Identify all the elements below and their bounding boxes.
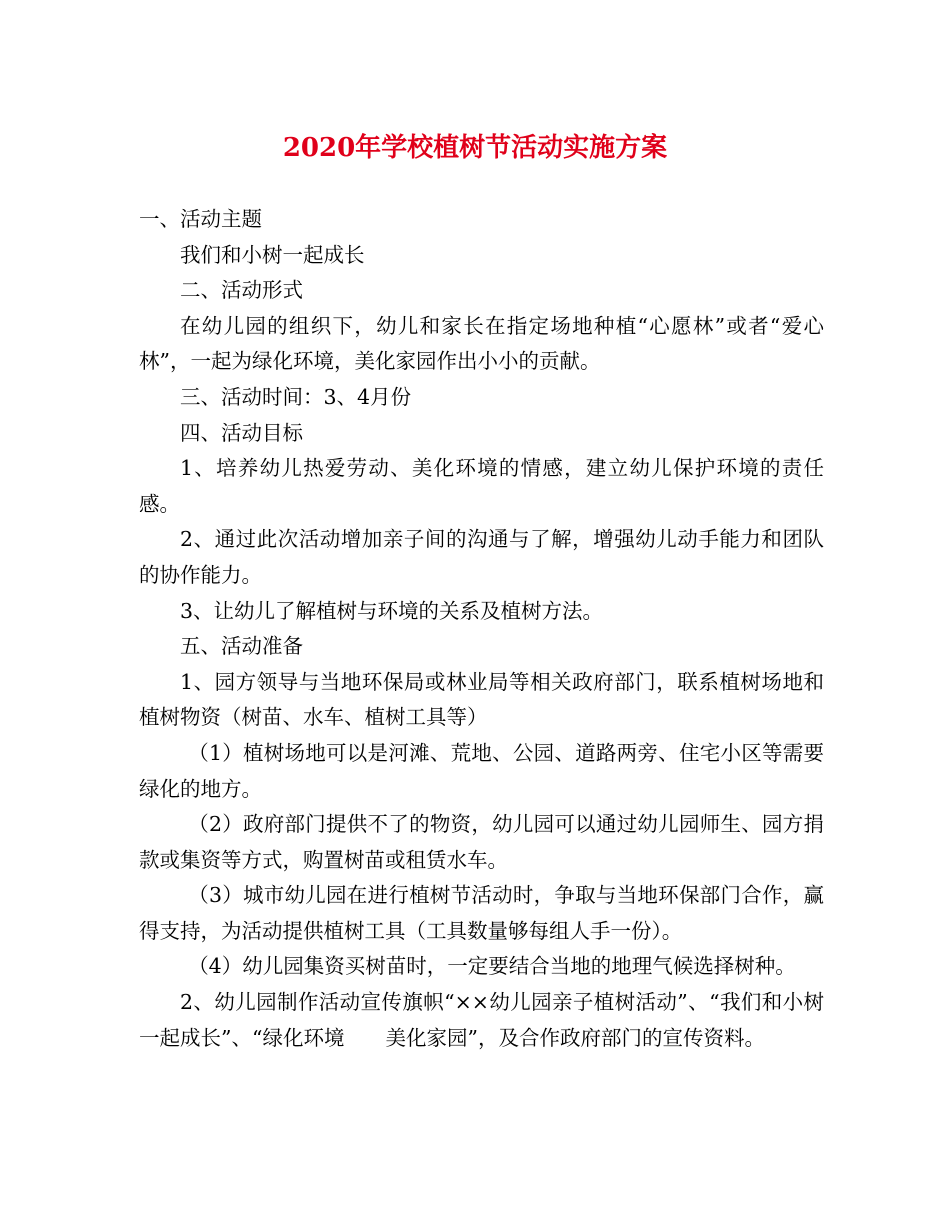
paragraph-prep-1: 1、园方领导与当地环保局或林业局等相关政府部门，联系植树场地和植树物资（树苗、水车、植树工具等） bbox=[139, 669, 824, 730]
paragraph-goal-1: 1、培养幼儿热爱劳动、美化环境的情感，建立幼儿保护环境的责任感。 bbox=[139, 456, 824, 516]
paragraph-goal-3: 3、让幼儿了解植树与环境的关系及植树方法。 bbox=[180, 598, 604, 623]
heading-activity-goals: 四、活动目标 bbox=[180, 420, 303, 445]
document-title: 2020年学校植树节活动实施方案 bbox=[282, 133, 668, 163]
paragraph-prep-2: 2、幼儿园制作活动宣传旗帜“××幼儿园亲子植树活动”、“我们和小树一起成长”、“绿化环境 美化家园”，及合作政府部门的宣传资料。 bbox=[139, 990, 824, 1050]
heading-activity-time: 三、活动时间：3、4月份 bbox=[180, 384, 412, 409]
heading-activity-form: 二、活动形式 bbox=[180, 278, 303, 303]
paragraph-prep-1-2: （2）政府部门提供不了的物资，幼儿园可以通过幼儿园师生、园方捐款或集资等方式，购置树苗或租赁水车。 bbox=[139, 812, 824, 872]
paragraph-theme-text: 我们和小树一起成长 bbox=[180, 242, 365, 267]
heading-activity-theme: 一、活动主题 bbox=[139, 207, 262, 231]
heading-activity-preparation: 五、活动准备 bbox=[180, 634, 303, 659]
paragraph-prep-1-4: （4）幼儿园集资买树苗时，一定要结合当地的地理气候选择树种。 bbox=[188, 954, 796, 979]
paragraph-prep-1-1: （1）植树场地可以是河滩、荒地、公园、道路两旁、住宅小区等需要绿化的地方。 bbox=[139, 740, 824, 801]
paragraph-prep-1-3: （3）城市幼儿园在进行植树节活动时，争取与当地环保部门合作，赢得支持，为活动提供植树工具（工具数量够每组人手一份）。 bbox=[139, 883, 824, 943]
paragraph-goal-2: 2、通过此次活动增加亲子间的沟通与了解，增强幼儿动手能力和团队的协作能力。 bbox=[139, 527, 824, 587]
document-body bbox=[139, 202, 824, 1056]
paragraph-form-text: 在幼儿园的组织下，幼儿和家长在指定场地种植“心愿林”或者“爱心林”，一起为绿化环境，美化家园作出小小的贡献。 bbox=[139, 313, 824, 374]
